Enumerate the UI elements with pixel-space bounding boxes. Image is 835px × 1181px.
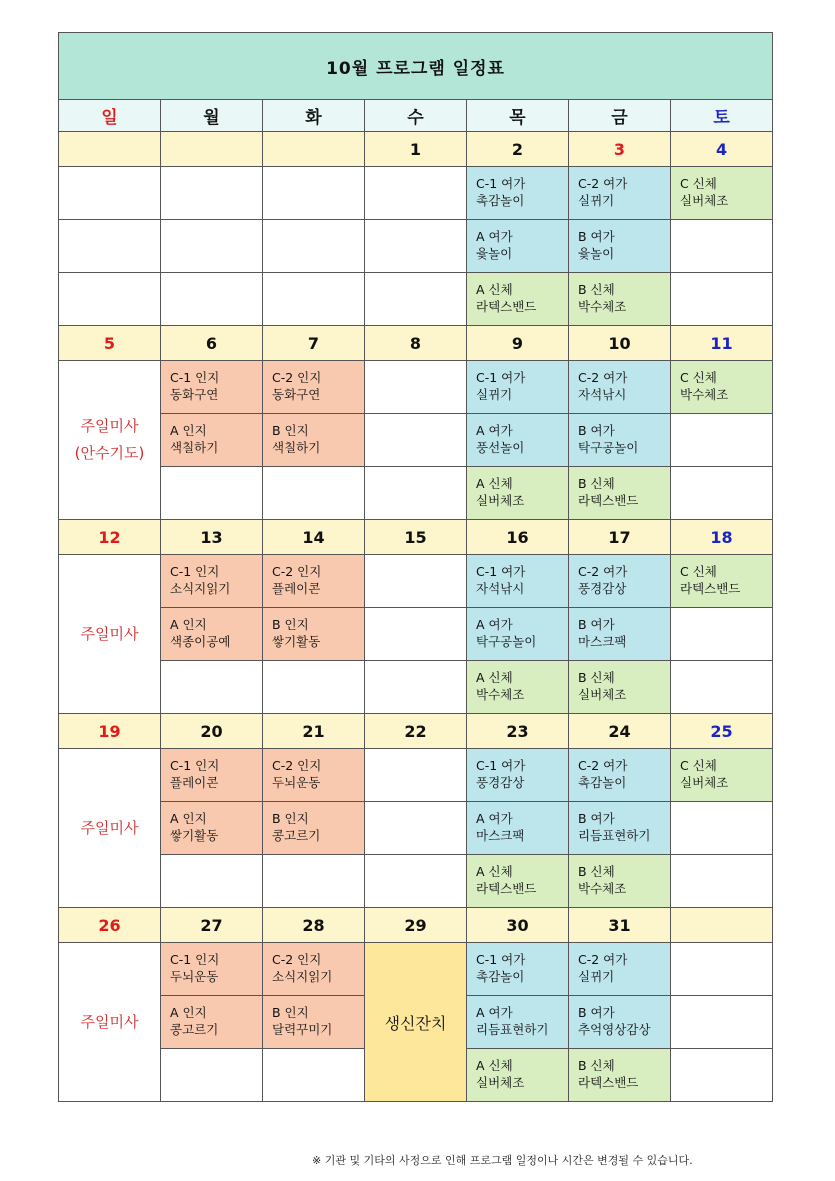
program-label: A 여가 풍선놀이 xyxy=(476,423,525,455)
date-cell: 9 xyxy=(467,326,569,361)
date-cell: 20 xyxy=(161,714,263,749)
page-title: 10월 프로그램 일정표 xyxy=(59,33,773,100)
date-cell: 18 xyxy=(671,520,773,555)
date-cell: 19 xyxy=(59,714,161,749)
program-label: A 신체 실버체조 xyxy=(476,1058,525,1090)
empty-cell xyxy=(365,802,467,855)
program-cell xyxy=(569,1049,671,1102)
program-label: A 신체 라텍스밴드 xyxy=(476,864,537,896)
program-cell xyxy=(263,943,365,996)
empty-cell xyxy=(161,167,263,220)
program-label: B 여가 윷놀이 xyxy=(578,229,615,261)
program-cell xyxy=(467,943,569,996)
program-cell xyxy=(671,555,773,608)
date-cell: 23 xyxy=(467,714,569,749)
empty-cell xyxy=(671,661,773,714)
program-cell xyxy=(161,943,263,996)
program-cell xyxy=(569,414,671,467)
program-label: B 인지 쌓기활동 xyxy=(272,617,321,649)
program-label: C 신체 라텍스밴드 xyxy=(680,564,741,596)
program-cell xyxy=(467,361,569,414)
program-label: C 신체 박수체조 xyxy=(680,370,729,402)
empty-cell xyxy=(365,467,467,520)
program-label: B 인지 색칠하기 xyxy=(272,423,321,455)
weekday-fri: 금 xyxy=(569,100,671,132)
empty-cell xyxy=(671,273,773,326)
program-label: C-2 여가 실뀌기 xyxy=(578,176,628,208)
program-cell xyxy=(161,555,263,608)
date-cell: 14 xyxy=(263,520,365,555)
empty-cell xyxy=(161,661,263,714)
date-cell: 13 xyxy=(161,520,263,555)
sunday-mass: 주일미사 xyxy=(59,943,161,1102)
date-cell: 28 xyxy=(263,908,365,943)
program-label: C-2 여가 풍경감상 xyxy=(578,564,628,596)
program-cell xyxy=(467,1049,569,1102)
program-row xyxy=(59,802,773,855)
program-cell xyxy=(467,996,569,1049)
footnote: ※ 기관 및 기타의 사정으로 인해 프로그램 일정이나 시간은 변경될 수 있습니다. xyxy=(312,1154,693,1167)
date-cell: 31 xyxy=(569,908,671,943)
program-label: A 인지 색종이공예 xyxy=(170,617,231,649)
program-cell xyxy=(467,273,569,326)
program-cell xyxy=(467,608,569,661)
program-label: C-2 인지 플레이콘 xyxy=(272,564,322,596)
program-cell xyxy=(467,414,569,467)
date-cell: 29 xyxy=(365,908,467,943)
program-cell xyxy=(161,996,263,1049)
program-label: B 신체 라텍스밴드 xyxy=(578,1058,639,1090)
program-label: C 신체 실버체조 xyxy=(680,758,729,790)
program-cell xyxy=(671,361,773,414)
date-cell: 24 xyxy=(569,714,671,749)
program-row xyxy=(59,661,773,714)
empty-cell xyxy=(365,608,467,661)
program-cell xyxy=(569,608,671,661)
program-cell xyxy=(161,802,263,855)
empty-cell xyxy=(671,414,773,467)
date-row xyxy=(59,714,773,749)
program-cell xyxy=(569,273,671,326)
program-cell xyxy=(263,802,365,855)
sunday-mass: 주일미사 xyxy=(59,749,161,908)
date-row xyxy=(59,326,773,361)
program-label: C-1 여가 자석낚시 xyxy=(476,564,526,596)
date-cell: 8 xyxy=(365,326,467,361)
program-label: B 여가 마스크팩 xyxy=(578,617,627,649)
date-cell xyxy=(263,132,365,167)
program-cell xyxy=(467,855,569,908)
program-label: B 여가 탁구공놀이 xyxy=(578,423,639,455)
program-label: B 여가 추억영상감상 xyxy=(578,1005,651,1037)
program-cell xyxy=(569,855,671,908)
sunday-mass: 주일미사 xyxy=(59,555,161,714)
program-label: A 여가 탁구공놀이 xyxy=(476,617,537,649)
program-cell xyxy=(467,749,569,802)
program-row xyxy=(59,220,773,273)
weekday-sun: 일 xyxy=(59,100,161,132)
program-label: B 신체 실버체조 xyxy=(578,670,627,702)
empty-cell xyxy=(365,661,467,714)
date-cell xyxy=(161,132,263,167)
program-label: C-1 인지 소식지읽기 xyxy=(170,564,231,596)
date-cell: 26 xyxy=(59,908,161,943)
date-row xyxy=(59,132,773,167)
program-row xyxy=(59,167,773,220)
program-cell xyxy=(161,749,263,802)
date-cell: 12 xyxy=(59,520,161,555)
program-cell xyxy=(569,802,671,855)
empty-cell xyxy=(263,220,365,273)
empty-cell xyxy=(263,273,365,326)
date-cell: 2 xyxy=(467,132,569,167)
empty-cell xyxy=(161,855,263,908)
date-row xyxy=(59,520,773,555)
empty-cell xyxy=(59,167,161,220)
empty-cell xyxy=(671,802,773,855)
empty-cell xyxy=(59,220,161,273)
program-cell xyxy=(467,661,569,714)
empty-cell xyxy=(263,1049,365,1102)
empty-cell xyxy=(365,167,467,220)
date-cell: 21 xyxy=(263,714,365,749)
empty-cell xyxy=(671,996,773,1049)
date-cell: 10 xyxy=(569,326,671,361)
program-label: C-2 여가 촉감놀이 xyxy=(578,758,628,790)
empty-cell xyxy=(161,467,263,520)
empty-cell xyxy=(263,661,365,714)
program-cell xyxy=(569,220,671,273)
program-label: C-1 여가 촉감놀이 xyxy=(476,176,526,208)
date-cell: 15 xyxy=(365,520,467,555)
program-cell xyxy=(467,220,569,273)
date-cell xyxy=(671,908,773,943)
date-row xyxy=(59,908,773,943)
program-label: B 인지 달력꾸미기 xyxy=(272,1005,333,1037)
empty-cell xyxy=(365,414,467,467)
program-cell xyxy=(263,749,365,802)
program-label: B 신체 박수체조 xyxy=(578,282,627,314)
program-label: C-1 여가 실뀌기 xyxy=(476,370,526,402)
date-cell: 5 xyxy=(59,326,161,361)
program-label: C-2 인지 두뇌운동 xyxy=(272,758,322,790)
program-label: C-1 인지 두뇌운동 xyxy=(170,952,220,984)
sunday-mass: 주일미사 (안수기도) xyxy=(59,361,161,520)
program-cell xyxy=(671,749,773,802)
special-event: 생신잔치 xyxy=(365,943,467,1102)
program-cell xyxy=(161,414,263,467)
weekday-mon: 월 xyxy=(161,100,263,132)
program-cell xyxy=(569,996,671,1049)
weekday-sat: 토 xyxy=(671,100,773,132)
program-label: B 여가 리듬표현하기 xyxy=(578,811,651,843)
empty-cell xyxy=(161,1049,263,1102)
weekday-wed: 수 xyxy=(365,100,467,132)
program-cell xyxy=(671,167,773,220)
date-cell: 7 xyxy=(263,326,365,361)
program-cell xyxy=(569,167,671,220)
program-cell xyxy=(263,608,365,661)
program-row xyxy=(59,555,773,608)
program-cell xyxy=(569,555,671,608)
program-label: B 신체 라텍스밴드 xyxy=(578,476,639,508)
program-cell xyxy=(569,749,671,802)
date-cell: 27 xyxy=(161,908,263,943)
program-label: C-2 여가 실뀌기 xyxy=(578,952,628,984)
empty-cell xyxy=(59,273,161,326)
program-label: C-2 인지 동화구연 xyxy=(272,370,322,402)
program-cell xyxy=(161,608,263,661)
date-cell: 6 xyxy=(161,326,263,361)
program-cell xyxy=(467,802,569,855)
program-cell xyxy=(467,555,569,608)
program-label: C-1 인지 동화구연 xyxy=(170,370,220,402)
program-label: A 여가 마스크팩 xyxy=(476,811,525,843)
program-row xyxy=(59,608,773,661)
program-cell xyxy=(569,661,671,714)
weekday-header-row xyxy=(59,100,773,132)
program-label: C-1 여가 풍경감상 xyxy=(476,758,526,790)
weekday-tue: 화 xyxy=(263,100,365,132)
program-row xyxy=(59,414,773,467)
program-row xyxy=(59,943,773,996)
program-label: A 인지 콩고르기 xyxy=(170,1005,219,1037)
program-label: C-1 여가 촉감놀이 xyxy=(476,952,526,984)
program-label: A 여가 리듬표현하기 xyxy=(476,1005,549,1037)
date-cell: 3 xyxy=(569,132,671,167)
date-cell: 22 xyxy=(365,714,467,749)
date-cell: 30 xyxy=(467,908,569,943)
program-row xyxy=(59,467,773,520)
empty-cell xyxy=(263,855,365,908)
date-cell xyxy=(59,132,161,167)
empty-cell xyxy=(365,555,467,608)
empty-cell xyxy=(365,749,467,802)
program-cell xyxy=(569,361,671,414)
date-cell: 1 xyxy=(365,132,467,167)
program-row xyxy=(59,273,773,326)
program-label: A 인지 색칠하기 xyxy=(170,423,219,455)
empty-cell xyxy=(161,273,263,326)
empty-cell xyxy=(671,467,773,520)
program-label: C 신체 실버체조 xyxy=(680,176,729,208)
weekday-thu: 목 xyxy=(467,100,569,132)
program-label: A 신체 라텍스밴드 xyxy=(476,282,537,314)
program-label: B 신체 박수체조 xyxy=(578,864,627,896)
program-cell xyxy=(263,555,365,608)
empty-cell xyxy=(365,273,467,326)
empty-cell xyxy=(161,220,263,273)
empty-cell xyxy=(671,608,773,661)
empty-cell xyxy=(263,167,365,220)
program-label: C-2 여가 자석낚시 xyxy=(578,370,628,402)
empty-cell xyxy=(671,220,773,273)
empty-cell xyxy=(365,361,467,414)
program-cell xyxy=(263,414,365,467)
date-cell: 16 xyxy=(467,520,569,555)
program-label: C-1 인지 플레이콘 xyxy=(170,758,220,790)
program-cell xyxy=(263,996,365,1049)
date-cell: 25 xyxy=(671,714,773,749)
empty-cell xyxy=(671,855,773,908)
date-cell: 11 xyxy=(671,326,773,361)
empty-cell xyxy=(263,467,365,520)
program-row xyxy=(59,749,773,802)
program-label: A 신체 실버체조 xyxy=(476,476,525,508)
program-cell xyxy=(467,467,569,520)
program-label: A 여가 윷놀이 xyxy=(476,229,513,261)
program-row xyxy=(59,855,773,908)
program-cell xyxy=(161,361,263,414)
empty-cell xyxy=(671,943,773,996)
program-label: C-2 인지 소식지읽기 xyxy=(272,952,333,984)
program-cell xyxy=(569,467,671,520)
date-cell: 4 xyxy=(671,132,773,167)
program-label: A 신체 박수체조 xyxy=(476,670,525,702)
schedule-table xyxy=(58,32,773,1102)
program-row xyxy=(59,361,773,414)
empty-cell xyxy=(671,1049,773,1102)
program-cell xyxy=(263,361,365,414)
program-label: B 인지 콩고르기 xyxy=(272,811,321,843)
empty-cell xyxy=(365,855,467,908)
program-label: A 인지 쌓기활동 xyxy=(170,811,219,843)
program-cell xyxy=(569,943,671,996)
empty-cell xyxy=(365,220,467,273)
date-cell: 17 xyxy=(569,520,671,555)
program-cell xyxy=(467,167,569,220)
